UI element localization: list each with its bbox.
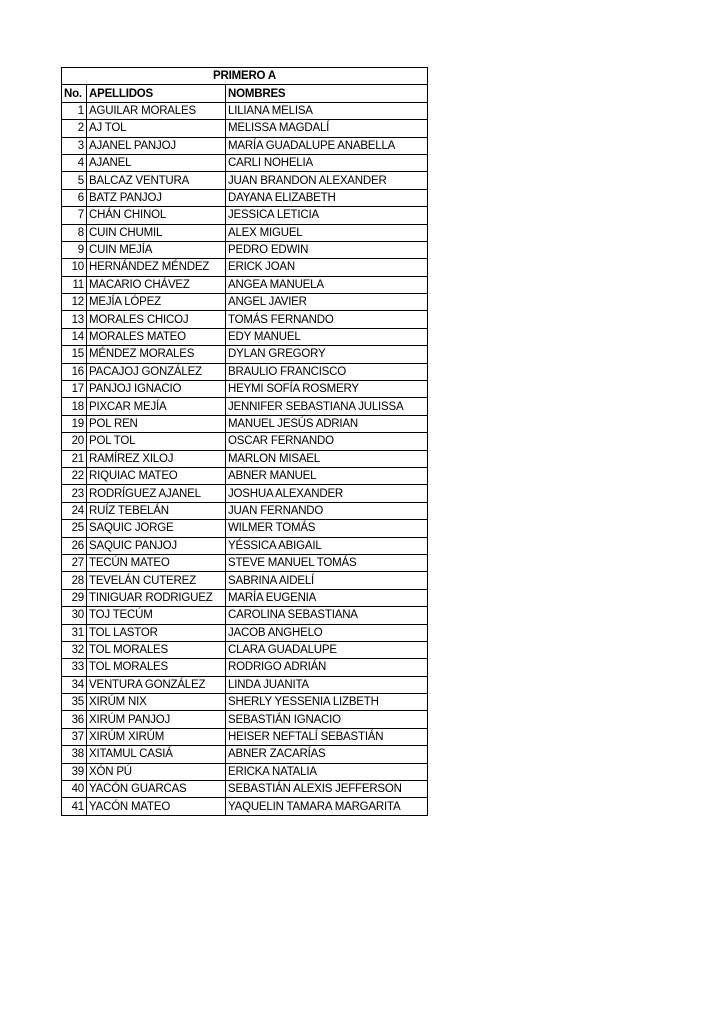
row-number: 35 (62, 694, 87, 711)
row-nombres: MELISSA MAGDALÍ (226, 120, 428, 137)
row-nombres: STEVE MANUEL TOMÁS (226, 554, 428, 571)
row-nombres: RODRIGO ADRIÁN (226, 659, 428, 676)
row-apellidos: RUÍZ TEBELÁN (87, 502, 226, 519)
row-number: 2 (62, 120, 87, 137)
row-number: 25 (62, 520, 87, 537)
row-nombres: ERICKA NATALIA (226, 763, 428, 780)
row-apellidos: AJANEL PANJOJ (87, 137, 226, 154)
row-number: 15 (62, 346, 87, 363)
row-apellidos: YACÓN GUARCAS (87, 781, 226, 798)
row-number: 7 (62, 207, 87, 224)
row-number: 40 (62, 781, 87, 798)
header-apellidos: APELLIDOS (87, 85, 226, 102)
table-row (62, 485, 428, 502)
row-apellidos: TOL MORALES (87, 659, 226, 676)
row-nombres: WILMER TOMÁS (226, 520, 428, 537)
row-number: 17 (62, 381, 87, 398)
row-number: 20 (62, 433, 87, 450)
row-apellidos: HERNÁNDEZ MÉNDEZ (87, 259, 226, 276)
table-row (62, 207, 428, 224)
row-nombres: JACOB ANGHELO (226, 624, 428, 641)
row-nombres: LILIANA MELISA (226, 102, 428, 119)
table-row (62, 172, 428, 189)
row-apellidos: XIRÚM PANJOJ (87, 711, 226, 728)
row-apellidos: POL REN (87, 415, 226, 432)
row-number: 9 (62, 241, 87, 258)
table-row (62, 746, 428, 763)
row-apellidos: AJANEL (87, 154, 226, 171)
table-row (62, 415, 428, 432)
row-apellidos: XITAMUL CASIÁ (87, 746, 226, 763)
row-number: 34 (62, 676, 87, 693)
table-row (62, 189, 428, 206)
row-nombres: HEYMI SOFÍA ROSMERY (226, 381, 428, 398)
row-nombres: ABNER MANUEL (226, 467, 428, 484)
student-roster-table (61, 67, 428, 816)
row-nombres: MARÍA EUGENIA (226, 589, 428, 606)
row-nombres: BRAULIO FRANCISCO (226, 363, 428, 380)
table-row (62, 763, 428, 780)
row-nombres: SEBASTIÁN ALEXIS JEFFERSON (226, 781, 428, 798)
row-nombres: SABRINA AIDELÍ (226, 572, 428, 589)
row-number: 5 (62, 172, 87, 189)
row-number: 29 (62, 589, 87, 606)
row-number: 26 (62, 537, 87, 554)
row-number: 38 (62, 746, 87, 763)
table-row (62, 641, 428, 658)
row-nombres: JOSHUA ALEXANDER (226, 485, 428, 502)
row-nombres: JESSICA LETICIA (226, 207, 428, 224)
row-nombres: JUAN FERNANDO (226, 502, 428, 519)
row-nombres: MARÍA GUADALUPE ANABELLA (226, 137, 428, 154)
table-row (62, 137, 428, 154)
row-nombres: YÉSSICA ABIGAIL (226, 537, 428, 554)
table-row (62, 398, 428, 415)
row-apellidos: YACÓN MATEO (87, 798, 226, 815)
row-nombres: SEBASTIÁN IGNACIO (226, 711, 428, 728)
table-row (62, 502, 428, 519)
row-number: 37 (62, 728, 87, 745)
row-number: 3 (62, 137, 87, 154)
row-nombres: MARLON MISAEL (226, 450, 428, 467)
row-number: 31 (62, 624, 87, 641)
row-apellidos: TOJ TECÚM (87, 607, 226, 624)
row-apellidos: RAMÍREZ XILOJ (87, 450, 226, 467)
row-nombres: HEISER NEFTALÍ SEBASTIÁN (226, 728, 428, 745)
table-row (62, 328, 428, 345)
table-row (62, 589, 428, 606)
row-nombres: ANGEL JAVIER (226, 294, 428, 311)
row-number: 4 (62, 154, 87, 171)
row-apellidos: XÓN PÚ (87, 763, 226, 780)
table-row (62, 607, 428, 624)
table-row (62, 241, 428, 258)
row-nombres: ALEX MIGUEL (226, 224, 428, 241)
row-apellidos: CUIN CHUMIL (87, 224, 226, 241)
row-apellidos: PIXCAR MEJÍA (87, 398, 226, 415)
row-number: 13 (62, 311, 87, 328)
table-row (62, 554, 428, 571)
table-row (62, 294, 428, 311)
row-number: 6 (62, 189, 87, 206)
row-nombres: MANUEL JESÚS ADRIAN (226, 415, 428, 432)
row-apellidos: POL TOL (87, 433, 226, 450)
row-apellidos: CHÁN CHINOL (87, 207, 226, 224)
row-nombres: JENNIFER SEBASTIANA JULISSA (226, 398, 428, 415)
table-row (62, 102, 428, 119)
header-no: No. (62, 85, 87, 102)
row-number: 1 (62, 102, 87, 119)
table-row (62, 363, 428, 380)
table-row (62, 467, 428, 484)
row-apellidos: PACAJOJ GONZÁLEZ (87, 363, 226, 380)
table-row (62, 259, 428, 276)
row-apellidos: MORALES CHICOJ (87, 311, 226, 328)
row-nombres: DAYANA ELIZABETH (226, 189, 428, 206)
header-row (62, 85, 428, 102)
row-apellidos: MACARIO CHÁVEZ (87, 276, 226, 293)
row-number: 16 (62, 363, 87, 380)
row-apellidos: TOL MORALES (87, 641, 226, 658)
table-row (62, 154, 428, 171)
row-nombres: ANGEA MANUELA (226, 276, 428, 293)
row-number: 30 (62, 607, 87, 624)
row-nombres: TOMÁS FERNANDO (226, 311, 428, 328)
row-nombres: CARLI NOHELIA (226, 154, 428, 171)
row-apellidos: TEVELÁN CUTEREZ (87, 572, 226, 589)
row-number: 33 (62, 659, 87, 676)
row-number: 24 (62, 502, 87, 519)
row-nombres: ABNER ZACARÍAS (226, 746, 428, 763)
row-apellidos: TECÚN MATEO (87, 554, 226, 571)
row-number: 28 (62, 572, 87, 589)
table-row (62, 224, 428, 241)
row-nombres: OSCAR FERNANDO (226, 433, 428, 450)
row-apellidos: RODRÍGUEZ AJANEL (87, 485, 226, 502)
table-row (62, 520, 428, 537)
row-nombres: JUAN BRANDON ALEXANDER (226, 172, 428, 189)
row-number: 14 (62, 328, 87, 345)
row-apellidos: TINIGUAR RODRIGUEZ (87, 589, 226, 606)
table-row (62, 694, 428, 711)
header-nombres: NOMBRES (226, 85, 428, 102)
table-row (62, 537, 428, 554)
row-number: 11 (62, 276, 87, 293)
row-apellidos: MÉNDEZ MORALES (87, 346, 226, 363)
row-apellidos: MEJÍA LÓPEZ (87, 294, 226, 311)
row-apellidos: CUIN MEJÍA (87, 241, 226, 258)
row-nombres: CLARA GUADALUPE (226, 641, 428, 658)
table-row (62, 346, 428, 363)
title-row (62, 68, 428, 85)
row-number: 32 (62, 641, 87, 658)
row-number: 18 (62, 398, 87, 415)
row-apellidos: AGUILAR MORALES (87, 102, 226, 119)
row-number: 27 (62, 554, 87, 571)
row-number: 41 (62, 798, 87, 815)
row-apellidos: VENTURA GONZÁLEZ (87, 676, 226, 693)
table-row (62, 120, 428, 137)
table-row (62, 381, 428, 398)
row-apellidos: SAQUIC PANJOJ (87, 537, 226, 554)
row-nombres: SHERLY YESSENIA LIZBETH (226, 694, 428, 711)
row-number: 23 (62, 485, 87, 502)
row-nombres: PEDRO EDWIN (226, 241, 428, 258)
row-number: 10 (62, 259, 87, 276)
row-apellidos: PANJOJ IGNACIO (87, 381, 226, 398)
table-row (62, 311, 428, 328)
row-number: 21 (62, 450, 87, 467)
row-apellidos: BALCAZ VENTURA (87, 172, 226, 189)
table-row (62, 572, 428, 589)
row-apellidos: MORALES MATEO (87, 328, 226, 345)
table-title: PRIMERO A (62, 68, 428, 85)
row-number: 12 (62, 294, 87, 311)
row-number: 36 (62, 711, 87, 728)
row-number: 39 (62, 763, 87, 780)
row-nombres: DYLAN GREGORY (226, 346, 428, 363)
row-nombres: YAQUELIN TAMARA MARGARITA (226, 798, 428, 815)
table-body (62, 102, 428, 815)
row-apellidos: TOL LASTOR (87, 624, 226, 641)
table-row (62, 450, 428, 467)
table-row (62, 276, 428, 293)
table-row (62, 433, 428, 450)
table-row (62, 781, 428, 798)
row-apellidos: AJ TOL (87, 120, 226, 137)
row-apellidos: XIRÚM NIX (87, 694, 226, 711)
row-nombres: LINDA JUANITA (226, 676, 428, 693)
table-row (62, 659, 428, 676)
table-row (62, 798, 428, 815)
row-nombres: ERICK JOAN (226, 259, 428, 276)
table-head (62, 68, 428, 103)
row-nombres: CAROLINA SEBASTIANA (226, 607, 428, 624)
table-row (62, 728, 428, 745)
table-row (62, 624, 428, 641)
row-number: 8 (62, 224, 87, 241)
table-row (62, 711, 428, 728)
row-apellidos: BATZ PANJOJ (87, 189, 226, 206)
row-apellidos: SAQUIC JORGE (87, 520, 226, 537)
row-apellidos: RIQUIAC MATEO (87, 467, 226, 484)
row-apellidos: XIRÚM XIRÚM (87, 728, 226, 745)
row-number: 19 (62, 415, 87, 432)
table-row (62, 676, 428, 693)
row-number: 22 (62, 467, 87, 484)
row-nombres: EDY MANUEL (226, 328, 428, 345)
